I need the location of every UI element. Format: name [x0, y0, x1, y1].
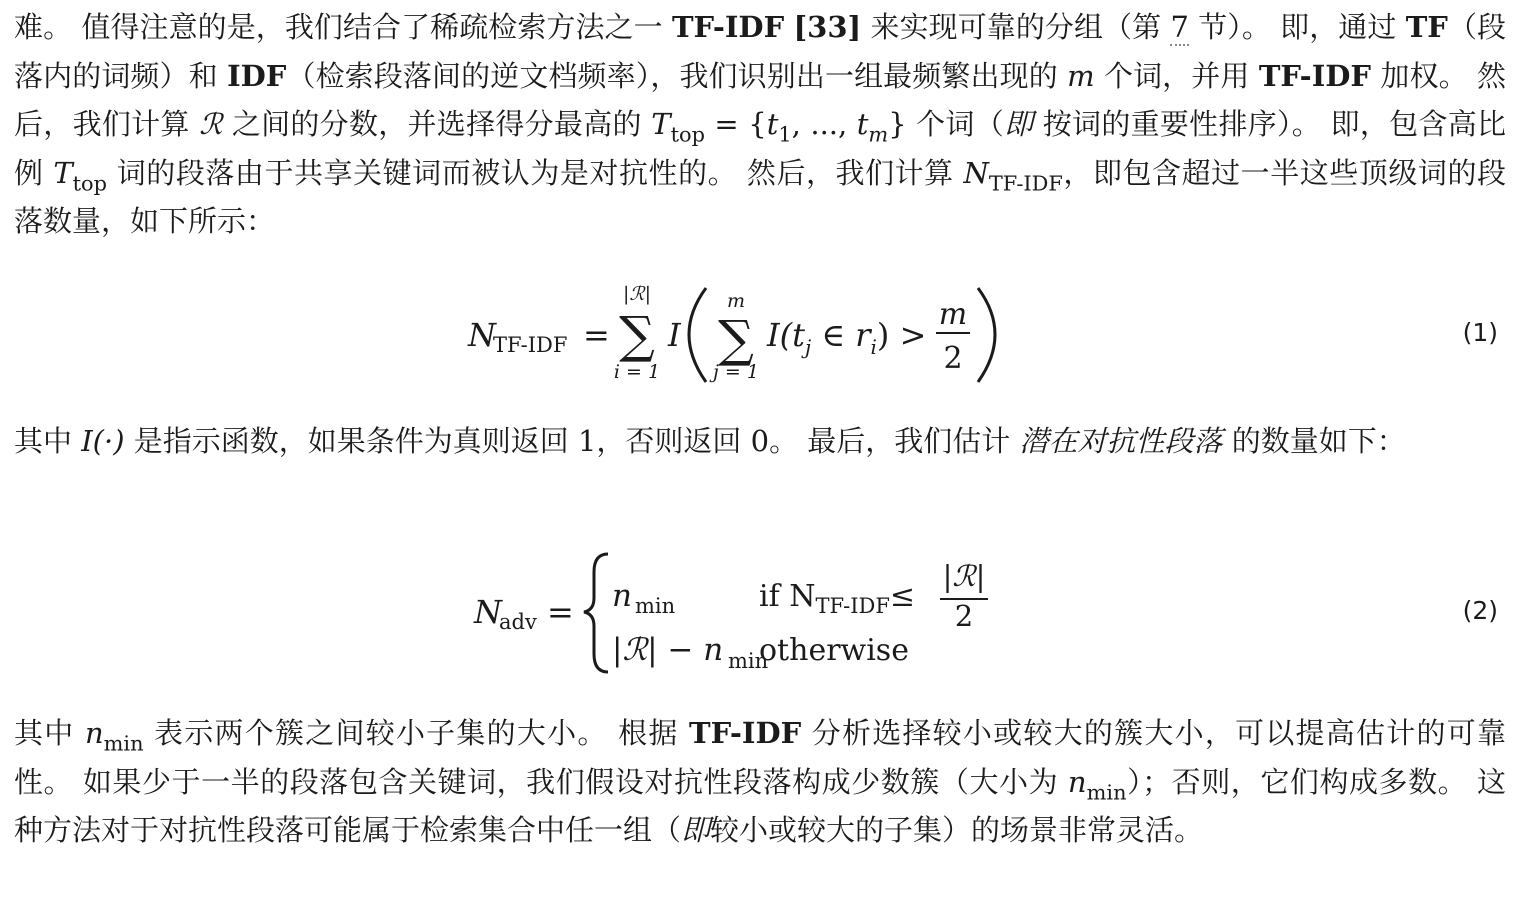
text-run: 是指示函数，如果条件为真则返回: [124, 424, 578, 458]
text-run: 按词的重要性排序）。 即，包含高比例: [14, 107, 1506, 190]
math-sub: m: [868, 122, 889, 147]
paragraph-tfidf-grouping: [14, 3, 1506, 246]
eq2-N: N: [474, 593, 502, 631]
math-dots: , ...,: [791, 107, 857, 141]
section-reference-link[interactable]: 7: [1170, 10, 1189, 44]
eq2-case1-n: n: [612, 578, 632, 614]
equation-number-2: (2): [1462, 596, 1498, 625]
eq1-sum1-sigma: ∑: [619, 306, 655, 364]
math-t1: t: [766, 107, 779, 141]
equation-1-svg: [0, 272, 1520, 397]
text-run: 来实现可靠的分组（第: [861, 10, 1171, 44]
text-run: 个词（: [906, 107, 1004, 141]
eq2-case2-sub: min: [728, 649, 769, 673]
eq1-right-paren: [978, 288, 995, 382]
eq1-sum1-upper: |ℛ|: [623, 283, 651, 305]
math-m: m: [1067, 58, 1095, 93]
text-run: 分析选择较小或较大的簇大小，可以提高估计的可靠性。 如果少于一半的段落包含关键词，我们假设对抗性段落构成少数簇（大小为: [14, 716, 1507, 799]
eq1-equals: =: [583, 316, 610, 354]
math-one: 1: [577, 424, 597, 458]
text-run: 其中: [14, 424, 82, 458]
term-tfidf: TF-IDF: [689, 716, 802, 750]
math-sub: min: [1086, 779, 1127, 804]
eq2-frac-num: |ℛ|: [942, 559, 986, 593]
equation-2: [0, 548, 1520, 678]
text-run: （段落内的词频）和: [14, 10, 1507, 93]
text-run: 其中: [14, 716, 85, 750]
text-run: 的数量如下：: [1222, 424, 1406, 458]
math-tm: t: [856, 107, 869, 141]
text-run: 词的段落由于共享关键词而被认为是对抗性的。 然后，我们计算: [106, 155, 964, 190]
math-set-open: = {: [704, 107, 767, 141]
eq2-brace: [584, 554, 608, 672]
math-sub: 1: [778, 122, 792, 147]
text-run: 较小或较大的子集）的场景非常灵活。: [710, 813, 1204, 847]
equation-number-1: (1): [1462, 318, 1498, 347]
eq1-frac-num: m: [938, 297, 968, 332]
eq1-N: N: [468, 316, 496, 354]
term-tfidf: TF-IDF: [671, 10, 785, 44]
math-T-top: $T_{top}$: [53, 155, 107, 195]
term-idf: IDF: [227, 58, 287, 93]
text-run: 之间的分数，并选择得分最高的: [222, 107, 652, 141]
math-zero: 0: [750, 424, 770, 458]
text-run: 节）。 即，通过: [1188, 10, 1406, 44]
eq1-N-sub: TF-IDF: [493, 333, 568, 357]
text-run: ，即包含超过一半这些顶级词的段落数量，如下所示：: [14, 155, 1507, 238]
text-run: 。 最后，我们估计: [769, 424, 1020, 458]
eq2-case1-sub: min: [635, 594, 676, 618]
paragraph-indicator: [14, 417, 1506, 466]
math-T-top: $T_{top}$: [651, 107, 705, 147]
text-run: （检索段落间的逆文档频率），我们识别出一组最频繁出现的: [286, 58, 1068, 93]
term-tf: TF: [1405, 10, 1448, 44]
paragraph-estimation: [14, 709, 1506, 855]
text-run: 难。 值得注意的是，我们结合了稀疏检索方法之一: [14, 10, 672, 44]
equation-2-svg: [0, 548, 1520, 678]
citation-link[interactable]: [33]: [793, 10, 862, 44]
math-n: n: [84, 716, 104, 750]
eq1-inner: $I(t_j$ ∈ $r_i$) >: [767, 316, 927, 359]
eq2-case2-expr: |ℛ| − n: [612, 632, 724, 668]
text-run: 个词，并用: [1094, 58, 1259, 93]
math-n: n: [1067, 764, 1087, 799]
text-run: 加权。 然后，我们计算: [14, 58, 1506, 141]
text-run: ，否则返回: [596, 424, 751, 458]
math-N: N: [963, 155, 989, 190]
eq1-sum1-lower: i = 1: [613, 361, 661, 383]
eq1-frac-den: 2: [943, 341, 963, 376]
eq2-equals: =: [547, 593, 574, 631]
emphasis-ie: 即: [681, 813, 711, 847]
text-run: ）；否则，它们构成多数。 这种方法对于对抗性段落可能属于检索集合中任一组（: [14, 764, 1506, 847]
eq1-sum2-lower: j = 1: [713, 361, 759, 383]
math-indicator: I(·): [81, 424, 125, 458]
emphasis-term: 潜在对抗性段落: [1019, 424, 1223, 458]
eq2-case1-cond: if $N_{TF-IDF}\le$: [759, 579, 916, 618]
emphasis-ie: 即: [1003, 107, 1034, 141]
math-sub: min: [103, 731, 144, 756]
term-tfidf: TF-IDF: [1258, 58, 1372, 93]
math-set-close: }: [888, 107, 907, 141]
equation-1: [0, 272, 1520, 397]
text-run: 表示两个簇之间较小子集的大小。 根据: [143, 716, 690, 750]
eq1-indicator: I: [668, 316, 681, 354]
eq2-N-sub: adv: [499, 610, 537, 634]
eq2-frac-den: 2: [954, 599, 974, 633]
eq1-left-paren: [689, 288, 706, 382]
math-sub: TF-IDF: [988, 170, 1063, 195]
eq1-sum2-upper: m: [726, 290, 746, 312]
eq2-case2-cond: otherwise: [759, 633, 909, 668]
eq1-sum2-sigma: ∑: [718, 310, 754, 368]
math-R: ℛ: [199, 107, 223, 141]
